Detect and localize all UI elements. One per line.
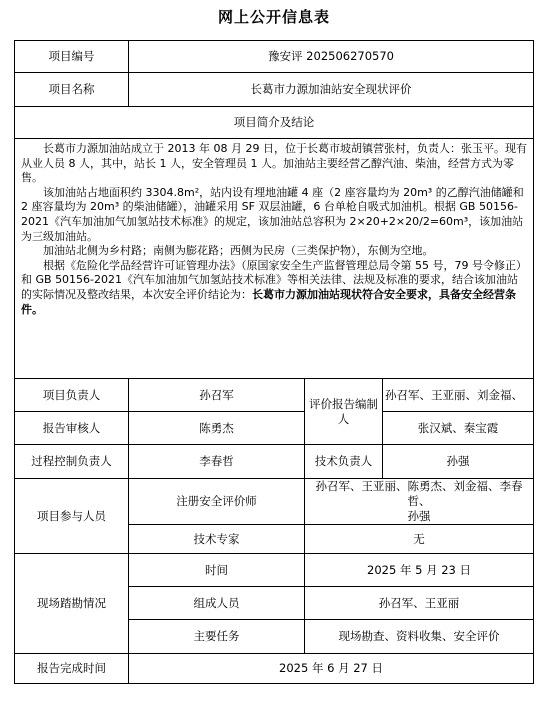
row-project-leader <box>15 379 534 412</box>
row-project-number <box>15 41 534 73</box>
site-survey-label: 现场踏勘情况 <box>15 554 129 654</box>
tech-expert-value: 无 <box>305 525 534 554</box>
tech-expert-label: 技术专家 <box>129 525 305 554</box>
project-name-value: 长葛市力源加油站安全现状评价 <box>129 73 534 107</box>
row-intro-body <box>15 139 534 379</box>
intro-paragraph-3: 加油站北侧为乡村路；南侧为膨花路；西侧为民房（三类保护物），东侧为空地。 <box>43 244 434 258</box>
survey-time-label: 时间 <box>129 554 305 587</box>
row-registered-assessors <box>15 479 534 525</box>
report-reviewer-value: 陈勇杰 <box>129 412 305 445</box>
intro-paragraph-2: 该加油站占地面积约 3304.8m²，站内设有埋地油罐 4 座（2 座容量均为 20m³ 的乙醇汽油储罐和 2 座容量均为 20m³ 的柴油储罐），油罐采用 SF 双层油罐，6 台单枪自吸式加油机。根据 GB 50156-2021《汽车加油加气加氢站技术标准》的规定，该加油站总容积为 2×20+2×20/2=60m³，该加油站为三级加油站。 <box>21 185 524 243</box>
row-intro-header <box>15 107 534 139</box>
conclusion-bold: 长葛市力源加油站现状符合安全要求，具备安全经营条件。 <box>21 287 516 316</box>
report-compilers-label: 评价报告编制人 <box>305 379 383 445</box>
survey-time-value: 2025 年 5 月 23 日 <box>305 554 534 587</box>
process-control-value: 李春哲 <box>129 445 305 479</box>
intro-body <box>15 139 534 379</box>
report-compilers-line2: 张汉斌、秦宝霞 <box>383 412 534 445</box>
survey-tasks-value: 现场勘查、资料收集、安全评价 <box>305 620 534 654</box>
participants-label: 项目参与人员 <box>15 479 129 554</box>
survey-members-label: 组成人员 <box>129 587 305 620</box>
intro-paragraph-4 <box>21 259 527 317</box>
report-date-value: 2025 年 6 月 27 日 <box>129 654 534 684</box>
survey-members-value: 孙召军、王亚丽 <box>305 587 534 620</box>
tech-leader-label: 技术负责人 <box>305 445 383 479</box>
project-number-label: 项目编号 <box>15 41 129 73</box>
project-name-label: 项目名称 <box>15 73 129 107</box>
report-compilers-line1: 孙召军、王亚丽、刘金福、 <box>383 379 534 412</box>
survey-tasks-label: 主要任务 <box>129 620 305 654</box>
row-report-reviewer <box>15 412 534 445</box>
registered-assessors-line2: 孙强 <box>407 509 431 523</box>
report-reviewer-label: 报告审核人 <box>15 412 129 445</box>
project-leader-value: 孙召军 <box>129 379 305 412</box>
tech-leader-value: 孙强 <box>383 445 534 479</box>
registered-assessors-line1: 孙召军、王亚丽、陈勇杰、刘金福、李春哲、 <box>315 479 523 508</box>
report-date-label: 报告完成时间 <box>15 654 129 684</box>
row-process-control <box>15 445 534 479</box>
project-number-value: 豫安评 202506270570 <box>129 41 534 73</box>
project-leader-label: 项目负责人 <box>15 379 129 412</box>
info-table <box>14 40 534 684</box>
registered-assessors-label: 注册安全评价师 <box>129 479 305 525</box>
process-control-label: 过程控制负责人 <box>15 445 129 479</box>
conclusion-text: 根据《危险化学品经营许可证管理办法》（原国家安全生产监督管理总局令第 55 号，79 号令修正）和 GB 50156-2021《汽车加油加气加氢站技术标准》等相关法律、法规及标准的要求，结合该加油站的实际情况及整改结果，本次安全评价结论为： <box>21 258 527 301</box>
row-project-name <box>15 73 534 107</box>
intro-paragraph-1: 长葛市力源加油站成立于 2013 年 08 月 29 日，位于长葛市坡胡镇营张村，负责人：张玉平。现有从业人员 8 人，其中，站长 1 人，安全管理员 1 人。加油站主要经营乙醇汽油、柴油，经营方式为零售。 <box>21 142 527 185</box>
page-title: 网上公开信息表 <box>217 8 330 26</box>
row-report-date <box>15 654 534 684</box>
row-survey-time <box>15 554 534 587</box>
intro-header: 项目简介及结论 <box>15 107 534 139</box>
registered-assessors-value <box>305 479 534 525</box>
